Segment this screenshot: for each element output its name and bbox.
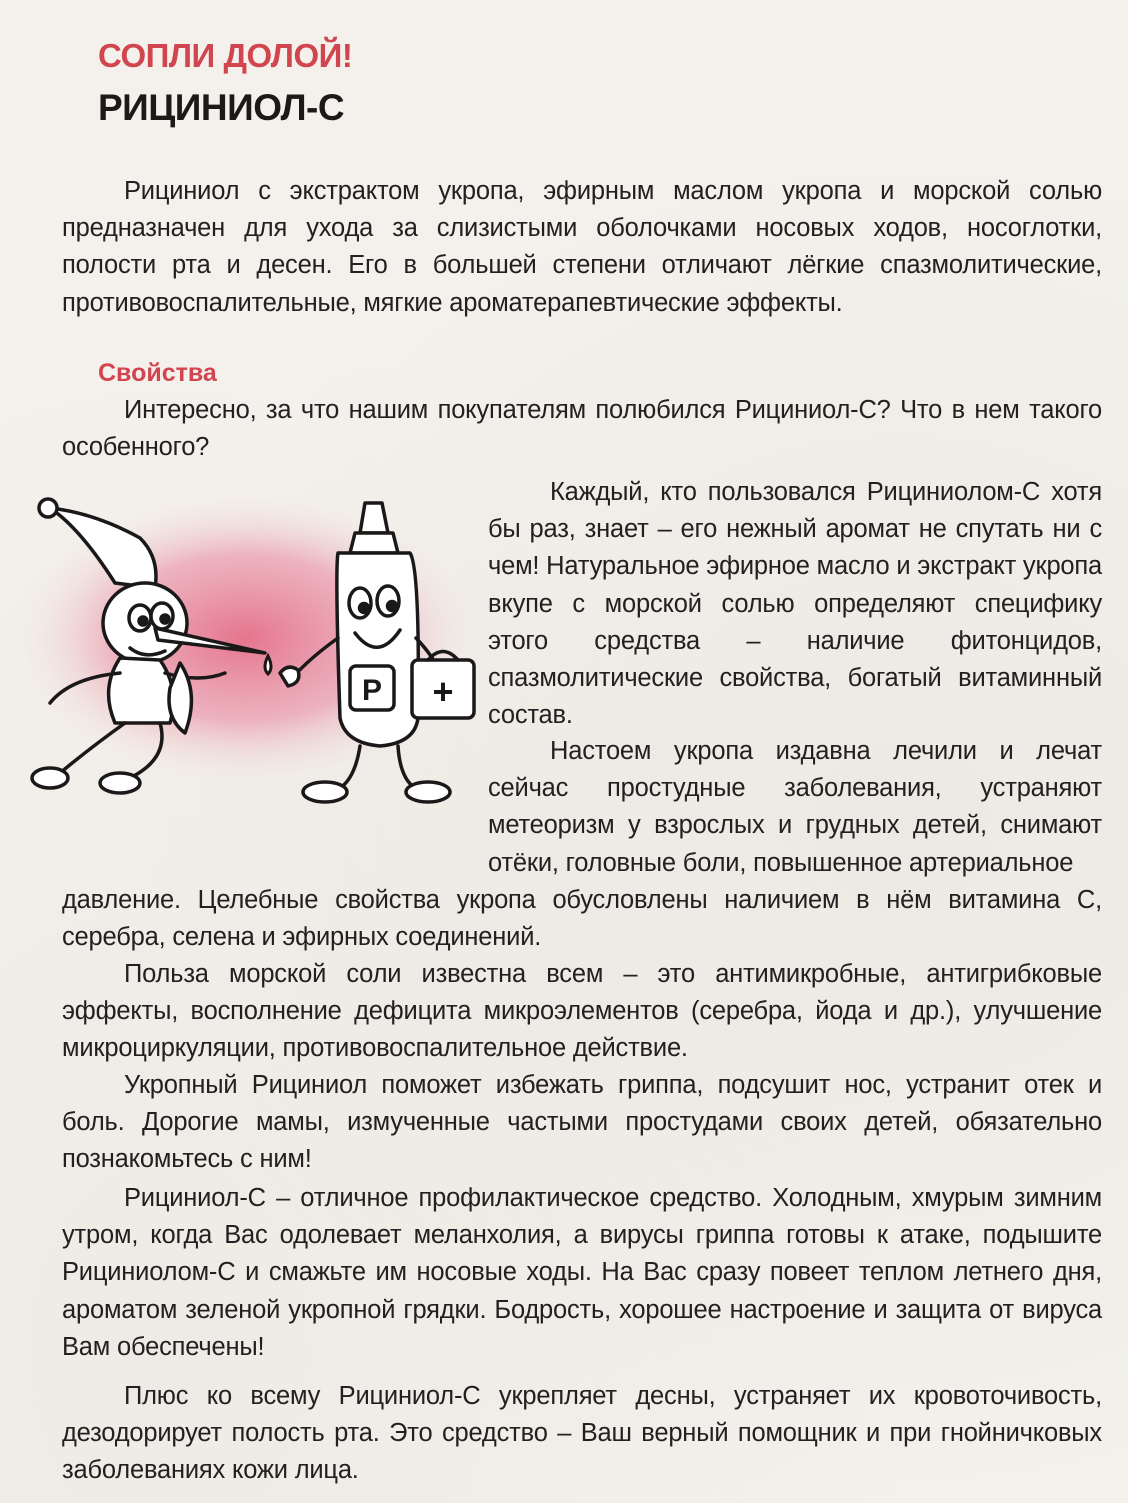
gnome-shoe-right bbox=[100, 773, 140, 793]
bottle-pupil-right bbox=[388, 602, 397, 611]
kicker-heading: СОПЛИ ДОЛОЙ! bbox=[98, 37, 353, 74]
bottle-pupil-left bbox=[360, 604, 369, 613]
gnome-hat-pompom bbox=[39, 499, 57, 517]
bottle-letter: Р bbox=[361, 674, 383, 707]
section-heading: Свойства bbox=[98, 359, 217, 387]
bottle-shoe-right bbox=[406, 782, 450, 802]
bottle-body bbox=[337, 553, 418, 746]
paragraph-dill-history: Настоем укропа издавна лечили и лечат сейчас простудные заболевания, устраняют метеоризм у взрослых и грудных детей, снимают отёки, головные боли, повышенное артериальное bbox=[488, 737, 1102, 877]
bottle-neck bbox=[350, 533, 398, 553]
paragraph-prevention: Рициниол-С – отличное профилактическое средство. Холодным, хмурым зимним утром, когда Вас одолевает меланхолия, а вирусы гриппа готовы к атаке, подышите Рициниолом-С и смажьте им носовые ходы. На Вас сразу повеет теплом летнего дня, ароматом зеленой укропной грядки. Бодрость, хорошее настроение и защита от вируса Вам обеспечены! bbox=[62, 1184, 1102, 1361]
paragraph-sea-salt: Польза морской соли известна всем – это антимикробные, антигрибковые эффекты, восполнение дефицита микроэлементов (серебра, йода и др.), улучшение микроциркуляции, противовоспалительное действие. bbox=[62, 960, 1102, 1063]
nose-drop bbox=[265, 656, 271, 674]
gnome-and-bottle-illustration bbox=[20, 488, 485, 818]
medical-cross-icon: + bbox=[432, 671, 454, 712]
page-title: РИЦИНИОЛ-С bbox=[98, 87, 345, 128]
paragraph-aroma: Каждый, кто пользовался Рициниолом-С хотя бы раз, знает – его нежный аромат не спутать ни с чем! Натуральное эфирное масло и экстракт укропа вкупе с морской солью определяют специфику этого средства – наличие фитонцидов, спазмолитические свойства, богатый витаминный состав. bbox=[488, 478, 1102, 730]
gnome-pupil-left bbox=[139, 617, 147, 625]
gnome-shoe-left bbox=[32, 768, 68, 788]
bottle-tip bbox=[360, 503, 388, 533]
paragraph-dill-properties: давление. Целебные свойства укропа обусловлены наличием в нём витамина С, серебра, селена и эфирных соединений. bbox=[62, 886, 1102, 952]
gnome-pupil-right bbox=[161, 615, 169, 623]
paragraph-question: Интересно, за что нашим покупателям полюбился Рициниол-С? Что в нем такого особенного? bbox=[62, 396, 1102, 462]
paragraph-flu-help: Укропный Рициниол поможет избежать гриппа, подсушит нос, устранит отек и боль. Дорогие мамы, измученные частыми простудами своих детей, обязательно познакомьтесь с ним! bbox=[62, 1071, 1102, 1174]
intro-paragraph: Рициниол с экстрактом укропа, эфирным маслом укропа и морской солью предназначен для ухода за слизистыми оболочками носовых ходов, носоглотки, полости рта и десен. Его в большей степени отличают лёгкие спазмолитические, противовоспалительные, мягкие ароматерапевтические эффекты. bbox=[62, 177, 1102, 317]
cartoon-illustration bbox=[20, 488, 485, 818]
gnome-body bbox=[109, 658, 174, 723]
paragraph-gums: Плюс ко всему Рициниол-С укрепляет десны, устраняет их кровоточивость, дезодорирует полость рта. Это средство – Ваш верный помощник и при гнойничковых заболеваниях кожи лица. bbox=[62, 1382, 1102, 1485]
bottle-leg-right bbox=[398, 746, 415, 788]
bottle-shoe-left bbox=[303, 782, 347, 802]
